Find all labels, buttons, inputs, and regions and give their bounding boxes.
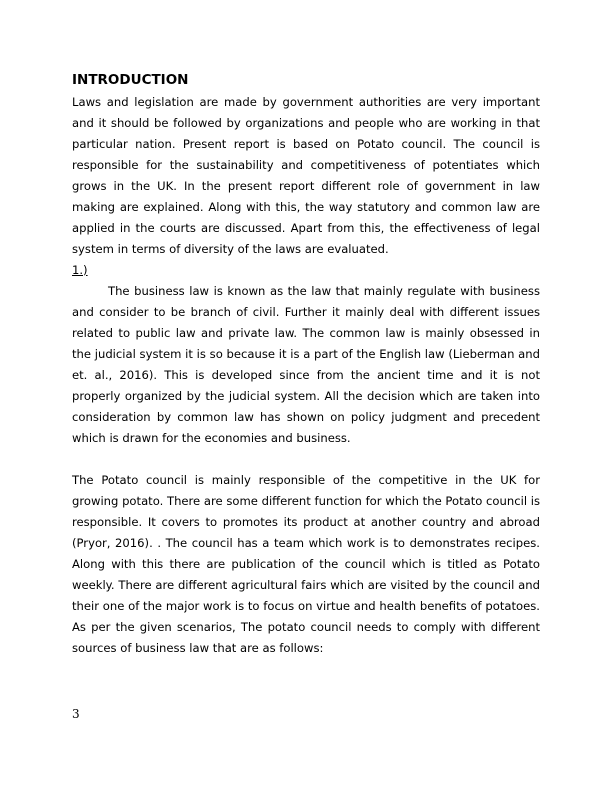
- section-number-label: [72, 260, 88, 281]
- potato-council-paragraph: The Potato council is mainly responsible of the competitive in the UK for growing potato. There are some different function for which the Potato council is responsible. It covers to promotes its product at another country and abroad (Pryor, 2016). . The council has a team which work is to demonstrates recipes. Along with this there are publication of the council which is titled as Potato weekly. There are different agricultural fairs which are visited by the council and their one of the major work is to focus on virtue and health benefits of potatoes. As per the given scenarios, The potato council needs to comply with different sources of business law that are as follows:: [72, 473, 540, 655]
- intro-paragraph: Laws and legislation are made by government authorities are very important and it should be followed by organizations and people who are working in that particular nation. Present report is based on Potato council. The council is responsible for the sustainability and competitiveness of potentiates which grows in the UK. In the present report different role of government in law making are explained. Along with this, the way statutory and common law are applied in the courts are discussed. Apart from this, the effectiveness of legal system in terms of diversity of the laws are evaluated.: [72, 95, 540, 256]
- section-heading: INTRODUCTION: [72, 72, 189, 88]
- business-law-paragraph: The business law is known as the law that mainly regulate with business and consider to be branch of civil. Further it mainly deal with different issues related to public law and private law. The common law is mainly obsessed in the judicial system it is so because it is a part of the English law (Lieberman and et. al., 2016). This is developed since from the ancient time and it is not properly organized by the judicial system. All the decision which are taken into consideration by common law has shown on policy judgment and precedent which is drawn for the economies and business.: [72, 284, 540, 445]
- section-number-text: 1.): [72, 263, 88, 277]
- page-number: 3: [72, 707, 80, 721]
